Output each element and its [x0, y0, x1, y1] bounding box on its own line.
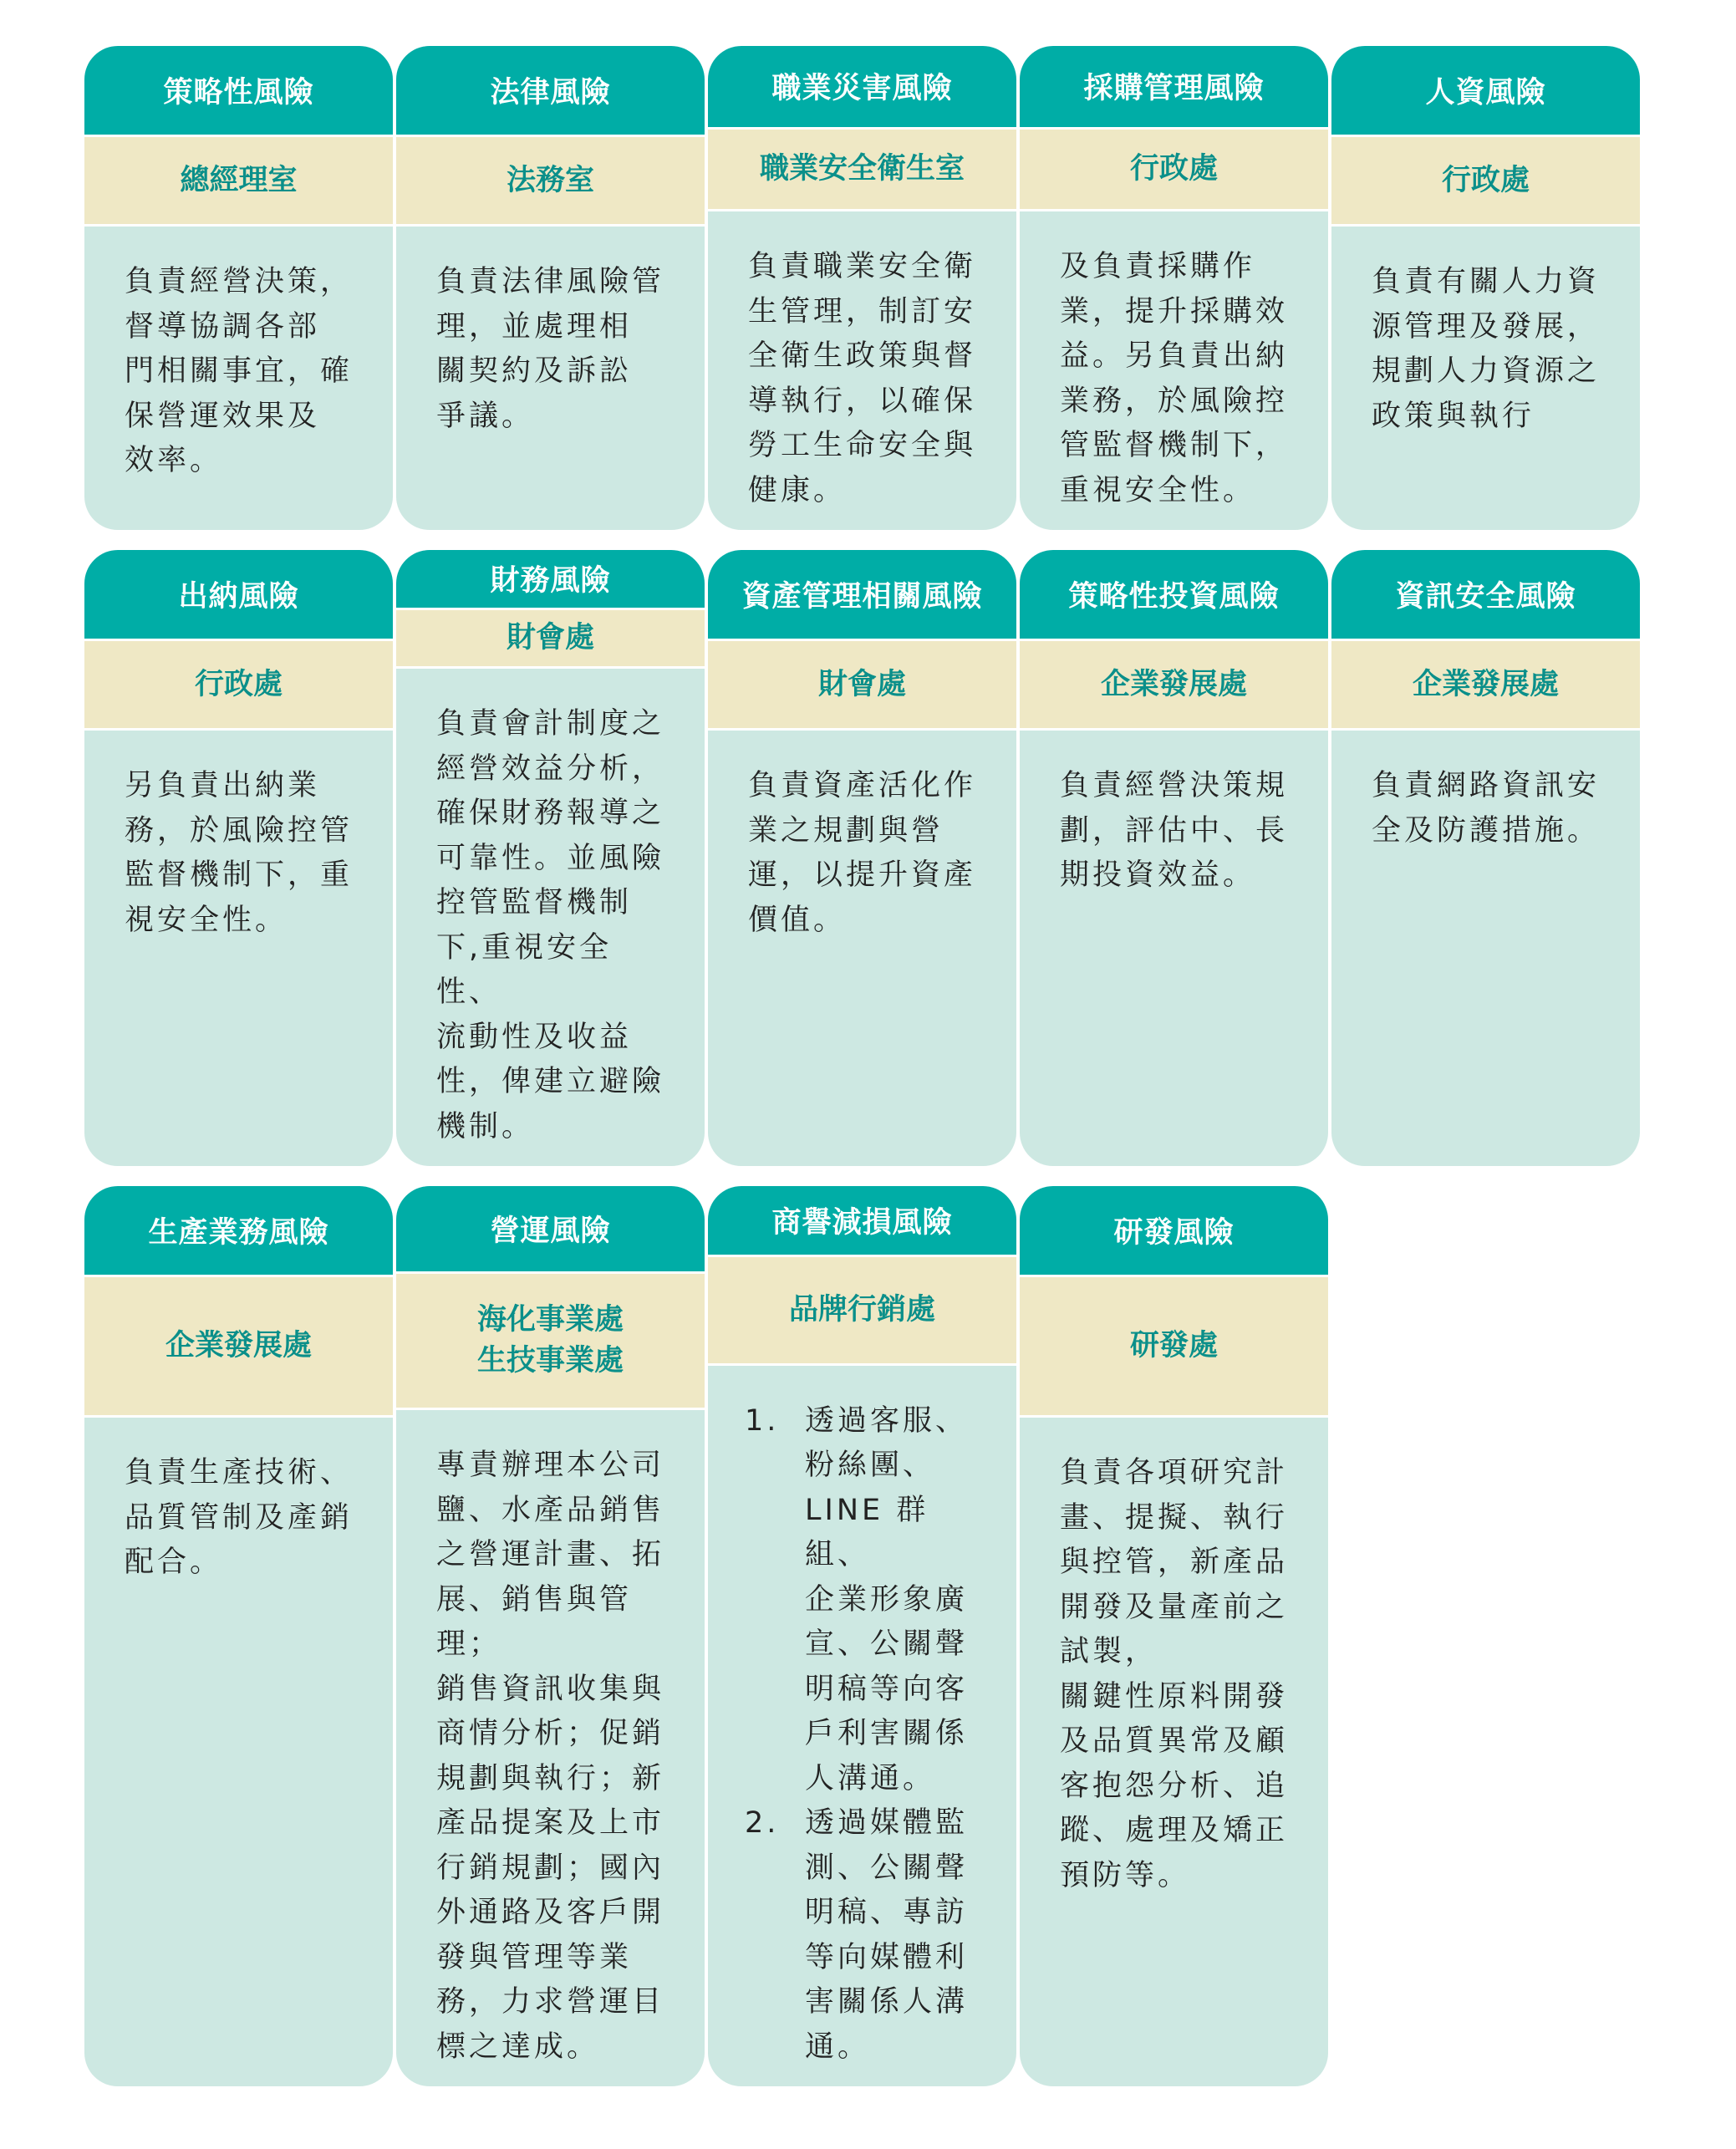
risk-title: 生產業務風險: [84, 1186, 393, 1277]
risk-title: 財務風險: [396, 550, 705, 610]
list-item: [745, 1801, 985, 2070]
description-text: 專責辦理本公司 鹽、水產品銷售 之營運計畫、拓 展、銷售與管理； 銷售資訊收集與 商情分析；促銷 規劃與執行；新 產品提案及上市 行銷規劃；國內 外通路及客戶開 發與管理等業 務，力求營運目 標之達成。: [436, 1449, 665, 2064]
description-text: 負責網路資訊安 全及防護措施。: [1372, 769, 1601, 848]
responsible-dept: 企業發展處: [84, 1277, 393, 1418]
risk-title: 人資風險: [1331, 46, 1640, 137]
risk-card-strategic-investment: [1020, 550, 1328, 1166]
description-text: 另負責出納業 務，於風險控管 監督機制下，重 視安全性。: [125, 769, 354, 937]
responsible-dept: 品牌行銷處: [708, 1257, 1016, 1366]
risk-title: 法律風險: [396, 46, 705, 137]
risk-card-asset: [708, 550, 1016, 1166]
risk-description: [708, 731, 1016, 1166]
description-text: 負責經營決策， 督導協調各部 門相關事宜，確 保營運效果及 效率。: [125, 265, 354, 477]
description-text: 負責各項研究計 畫、提擬、執行 與控管，新產品 開發及量產前之 試製， 關鍵性原料開發 及品質異常及顧 客抱怨分析、追 蹤、處理及矯正 預防等。: [1060, 1456, 1289, 1892]
responsible-dept: 企業發展處: [1331, 641, 1640, 731]
risk-title: 資產管理相關風險: [708, 550, 1016, 641]
responsible-dept: 職業安全衛生室: [708, 130, 1016, 211]
risk-title: 營運風險: [396, 1186, 705, 1274]
risk-title: 採購管理風險: [1020, 46, 1328, 130]
description-text: 負責經營決策規 劃，評估中、長 期投資效益。: [1060, 769, 1289, 892]
risk-title: 職業災害風險: [708, 46, 1016, 130]
steps-list: [745, 1399, 985, 2070]
risk-card-infosec: [1331, 550, 1640, 1166]
risk-title: 商譽減損風險: [708, 1186, 1016, 1257]
risk-description: [1020, 731, 1328, 1166]
risk-description: [1331, 227, 1640, 530]
responsible-dept: 研發處: [1020, 1277, 1328, 1418]
risk-description: [1331, 731, 1640, 1166]
risk-title: 資訊安全風險: [1331, 550, 1640, 641]
dept-text: 海化事業處 生技事業處: [476, 1303, 624, 1378]
responsible-dept: 財會處: [396, 610, 705, 669]
risk-title: 策略性風險: [84, 46, 393, 137]
risk-description: [84, 731, 393, 1166]
responsible-dept: 總經理室: [84, 137, 393, 227]
step-number: 1.: [745, 1403, 780, 1438]
risk-title: 研發風險: [1020, 1186, 1328, 1277]
risk-card-strategic: [84, 46, 393, 530]
risk-card-goodwill: [708, 1186, 1016, 2086]
risk-card-financial: [396, 550, 705, 1166]
step-text: 透過客服、 粉絲團、 LINE 群組、 企業形象廣 宣、公關聲 明稿等向客 戶利害關係 人溝通。: [805, 1403, 969, 1795]
risk-card-cashier: [84, 550, 393, 1166]
description-text: 負責會計制度之 經營效益分析， 確保財務報導之 可靠性。並風險 控管監督機制 下,重視安全性、 流動性及收益 性，俾建立避險 機制。: [436, 707, 665, 1143]
risk-description: [84, 227, 393, 530]
responsible-dept: [396, 1274, 705, 1410]
risk-card-hr: [1331, 46, 1640, 530]
description-text: 負責資產活化作 業之規劃與營 運，以提升資產 價值。: [748, 769, 977, 937]
responsible-dept: 行政處: [84, 641, 393, 731]
risk-card-legal: [396, 46, 705, 530]
responsible-dept: 法務室: [396, 137, 705, 227]
risk-description: [84, 1418, 393, 2086]
step-number: 2.: [745, 1806, 780, 1840]
description-text: 負責生產技術、 品質管制及產銷 配合。: [125, 1456, 354, 1579]
description-text: 負責法律風險管 理，並處理相 關契約及訴訟 爭議。: [436, 265, 665, 433]
risk-card-production: [84, 1186, 393, 2086]
risk-card-operations: [396, 1186, 705, 2086]
empty-slot: [1331, 1186, 1640, 2106]
risk-description: [708, 1366, 1016, 2087]
responsible-dept: 行政處: [1020, 130, 1328, 211]
responsible-dept: 行政處: [1331, 137, 1640, 227]
responsible-dept: 財會處: [708, 641, 1016, 731]
risk-description: [708, 211, 1016, 530]
risk-management-grid: [84, 46, 1640, 2106]
description-text: 及負責採購作 業，提升採購效 益。另負責出納 業務，於風險控 管監督機制下， 重視安全性。: [1060, 250, 1289, 507]
description-text: 負責職業安全衛 生管理，制訂安 全衛生政策與督 導執行，以確保 勞工生命安全與 健康。: [748, 250, 977, 507]
risk-description: [396, 669, 705, 1166]
description-text: 負責有關人力資 源管理及發展， 規劃人力資源之 政策與執行: [1372, 265, 1601, 433]
risk-title: 策略性投資風險: [1020, 550, 1328, 641]
risk-description: [396, 227, 705, 530]
risk-card-rnd: [1020, 1186, 1328, 2086]
risk-title: 出納風險: [84, 550, 393, 641]
risk-description: [1020, 211, 1328, 530]
risk-card-occupational: [708, 46, 1016, 530]
risk-description: [1020, 1418, 1328, 2086]
risk-description: [396, 1410, 705, 2086]
step-text: 透過媒體監 測、公關聲 明稿、專訪 等向媒體利 害關係人溝 通。: [805, 1806, 969, 2064]
risk-card-procurement: [1020, 46, 1328, 530]
responsible-dept: 企業發展處: [1020, 641, 1328, 731]
list-item: [745, 1399, 985, 1802]
